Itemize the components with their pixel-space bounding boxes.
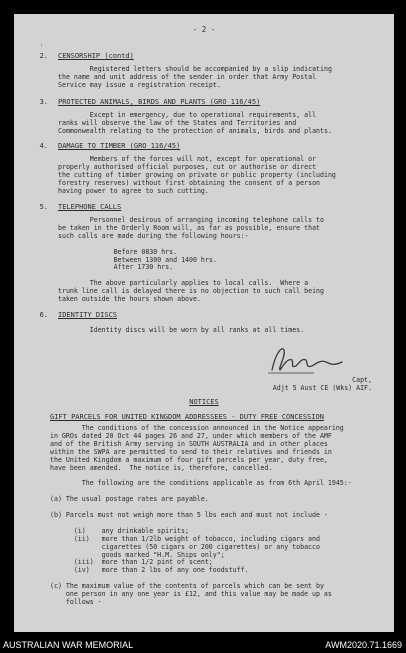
section-body: Except in emergency, due to operational requirements, all ranks will observe the law of the States and Territories and Commonwealth relating to the protection of animals, birds and plants. xyxy=(58,111,332,135)
footer-institution: AUSTRALIAN WAR MEMORIAL xyxy=(3,640,134,650)
section-number: 5. xyxy=(39,203,48,211)
section-heading: CENSORSHIP (contd) xyxy=(58,52,134,60)
section-body: Members of the forces will not, except for operational or properly authorised official purposes, cut or authorise or direct the cutting of timber growing on private or public property (including forestry reserves) without first obtaining the consent of a person having power to agree to such cutting. xyxy=(58,155,336,195)
notice-body: The conditions of the concession announced in the Notice appearing in GROs dated 20 Oct 44 pages 26 and 27, under which members of the AMF and of the British Army serving in SOUTH AUSTRALIA and in other places within the SWPA are permitted to send to their relatives and friends in the United Kingdom a maximum of four gift parcels per year, duty free, have been amended. The notice is, therefore, cancelled. The following are the conditions applicable as from 6th April 1945:- (a) The usual postage rates are payable. (b) Parcels must not weigh more than 5 lbs each and must not include - (i) any drinkable spirits; (ii) more than 1/2lb weight of tobacco, including cigars and cigarettes (50 cigars or 200 cigarettes) or any tobacco goods marked "H.M. Ships only"; (iii) more than 1/2 pint of scent; (iv) more than 2 lbs of any one foodstuff. (c) The maximum value of the contents of parcels which can be sent by one person in any one year is £12, and this value may be made up as follows - xyxy=(50,424,352,606)
notice-title: GIFT PARCELS FOR UNITED KINGDOM ADDRESSEES - DUTY FREE CONCESSION xyxy=(50,413,324,421)
signature-rank: Capt, xyxy=(352,376,372,384)
section-number: 4. xyxy=(39,142,48,150)
notices-heading: NOTICES xyxy=(189,398,219,406)
section-number: 3. xyxy=(39,98,48,106)
section-heading: DAMAGE TO TIMBER (GRO 116/45) xyxy=(58,142,181,150)
section-number: 6. xyxy=(39,311,48,319)
section-number: 2. xyxy=(39,52,48,60)
section-heading: IDENTITY DISCS xyxy=(58,311,118,319)
handwritten-signature xyxy=(266,342,346,376)
page-number: - 2 - xyxy=(192,25,216,34)
section-heading: PROTECTED ANIMALS, BIRDS AND PLANTS (GRO 116/45) xyxy=(58,98,261,106)
section-heading: TELEPHONE CALLS xyxy=(58,203,122,211)
signature-appointment: Adjt 5 Aust CE (Wks) AIF. xyxy=(272,384,372,392)
footer-accession-number: AWM2020.71.1669 xyxy=(325,640,402,650)
section-body: Identity discs will be worn by all ranks at all times. xyxy=(58,326,305,334)
archive-footer xyxy=(0,636,406,653)
section-body: Personnel desirous of arranging incoming telephone calls to be taken in the Orderly Room will, as far as possible, ensure that such calls are made during the following hours:- Before 0830 hrs. Between 1300 and 1400 hrs. After 1730 hrs. The above particularly applies to local calls. Where a trunk line call is delayed there is no objection to such call being taken outside the hours shown above. xyxy=(58,216,324,304)
document-page xyxy=(14,14,394,632)
section-body: Registered letters should be accompanied by a slip indicating the name and unit address of the sender in order that Army Postal Service may issue a registration receipt. xyxy=(58,65,332,89)
margin-mark: ' xyxy=(40,44,44,51)
